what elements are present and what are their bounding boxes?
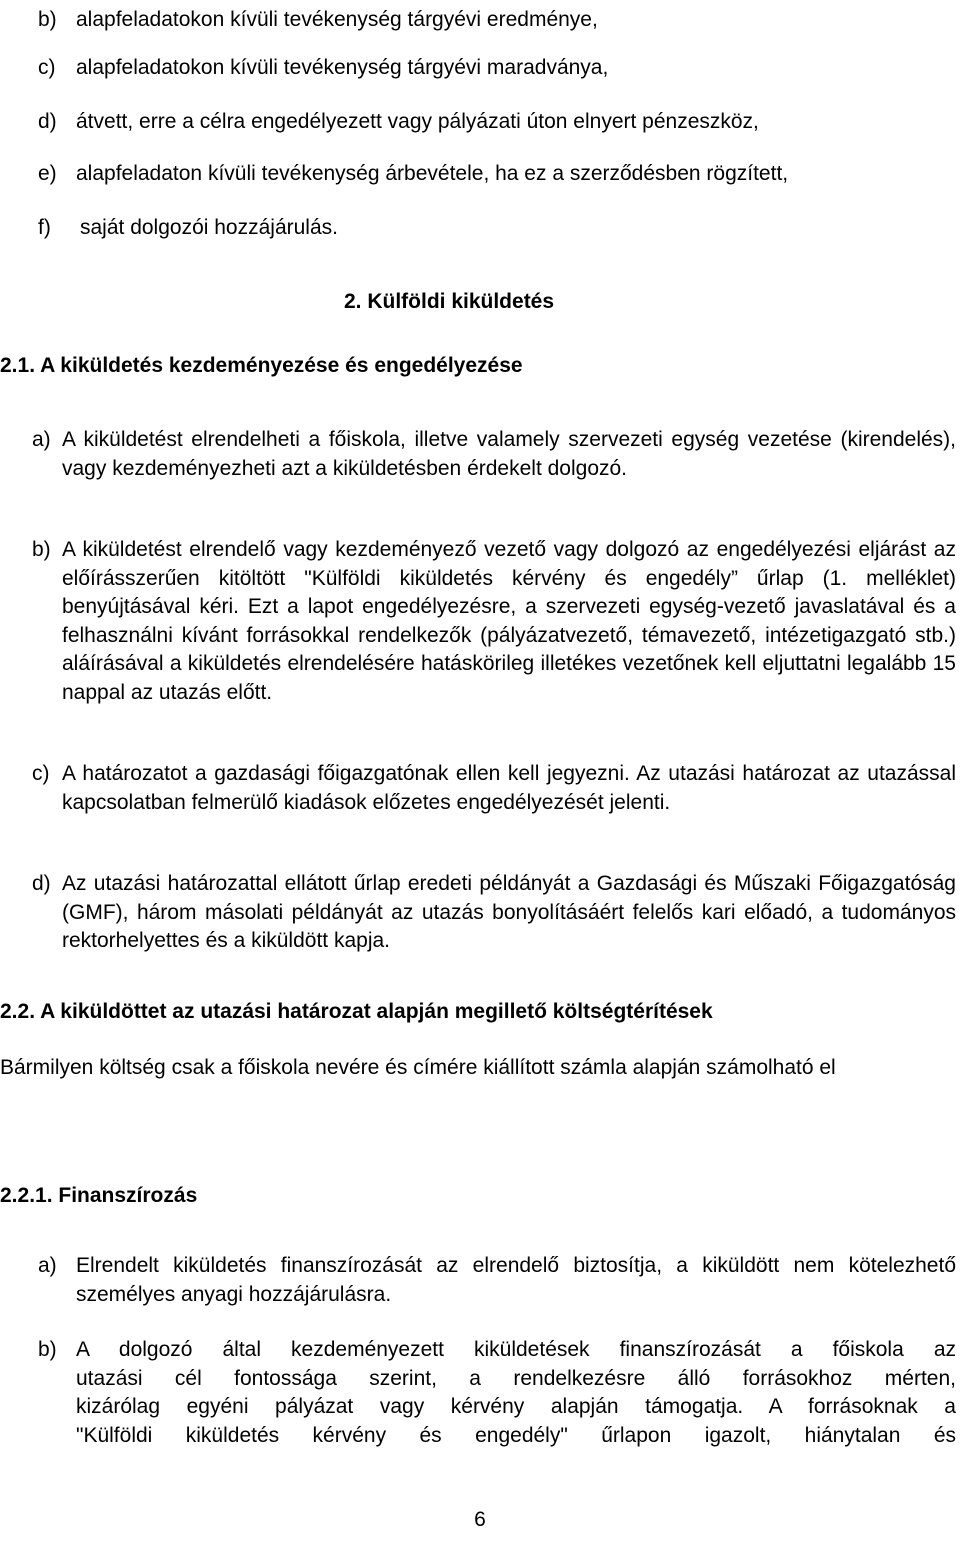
paragraph: Elrendelt kiküldetés finanszírozását az elrendelő biztosítja, a kiküldött nem kötelezhető személyes anyagi hozzájárulásra. (76, 1254, 956, 1306)
item-label: b) (32, 538, 51, 561)
item-label: a) (38, 1254, 57, 1277)
section-heading: 2. Külföldi kiküldetés (344, 290, 555, 313)
paragraph-line: kizárólag egyéni pályázat vagy kérvény alapján támogatja. A forrásoknak a (76, 1395, 956, 1418)
list-item: alapfeladaton kívüli tevékenység árbevétele, ha ez a szerződésben rögzített, (76, 162, 789, 185)
list-item: alapfeladatokon kívüli tevékenység tárgyévi maradványa, (76, 56, 609, 79)
list-label: d) (38, 110, 57, 133)
item-label: a) (32, 428, 51, 451)
paragraph: Az utazási határozattal ellátott űrlap eredeti példányát a Gazdasági és Műszaki Főigazgatóság (GMF), három másolati példányát az utazás bonyolításáért felelős kari előadó, a tudományos rektorhelyettes és a kiküldött kapja. (62, 872, 956, 952)
paragraph-line: utazási cél fontossága szerint, a rendelkezésre álló forrásokhoz mérten, (76, 1366, 956, 1390)
paragraph (76, 1336, 956, 1450)
subsection-heading: 2.1. A kiküldetés kezdeményezése és engedélyezése (0, 354, 523, 377)
paragraph: A határozatot a gazdasági főigazgatónak ellen kell jegyezni. Az utazási határozat az utazással kapcsolatban felmerülő kiadások előzetes engedélyezését jelenti. (62, 762, 956, 814)
subsection-heading: 2.2. A kiküldöttet az utazási határozat alapján megillető költségtérítések (0, 1000, 713, 1023)
list-item: saját dolgozói hozzájárulás. (80, 216, 338, 239)
paragraph: A kiküldetést elrendelheti a főiskola, illetve valamely szervezeti egység vezetése (kirendelés), vagy kezdeményezheti azt a kiküldetésben érdekelt dolgozó. (62, 428, 956, 480)
list-label: b) (38, 8, 57, 31)
page-number: 6 (474, 1508, 486, 1531)
paragraph: Bármilyen költség csak a főiskola nevére és címére kiállított számla alapján számolható el (0, 1056, 836, 1079)
subsection-heading: 2.2.1. Finanszírozás (0, 1184, 198, 1207)
paragraph-line: "Külföldi kiküldetés kérvény és engedély" űrlapon igazolt, hiánytalan és (76, 1423, 956, 1447)
item-label: d) (32, 872, 51, 895)
list-item: alapfeladatokon kívüli tevékenység tárgyévi eredménye, (76, 8, 598, 31)
list-item: átvett, erre a célra engedélyezett vagy pályázati úton elnyert pénzeszköz, (76, 110, 759, 133)
paragraph-line: A dolgozó által kezdeményezett kiküldetések finanszírozását a főiskola az (76, 1338, 956, 1361)
list-label: e) (38, 162, 57, 185)
list-label: c) (38, 56, 56, 79)
item-label: c) (32, 762, 50, 785)
list-label: f) (38, 216, 51, 239)
item-label: b) (38, 1338, 57, 1361)
paragraph: A kiküldetést elrendelő vagy kezdeményező vezető vagy dolgozó az engedélyezési eljárást az előírásszerűen kitöltött "Külföldi kiküldetés kérvény és engedély” űrlap (1. melléklet) benyújtásával kéri. Ezt a lapot engedélyezésre, a szervezeti egység-vezető javaslatával és a felhasználni kívánt forrásokkal rendelkezők (pályázatvezető, témavezető, intézetigazgató stb.) aláírásával a kiküldetés elrendelésére hatáskörileg illetékes vezetőnek kell eljuttatni legalább 15 nappal az utazás előtt. (62, 538, 956, 704)
